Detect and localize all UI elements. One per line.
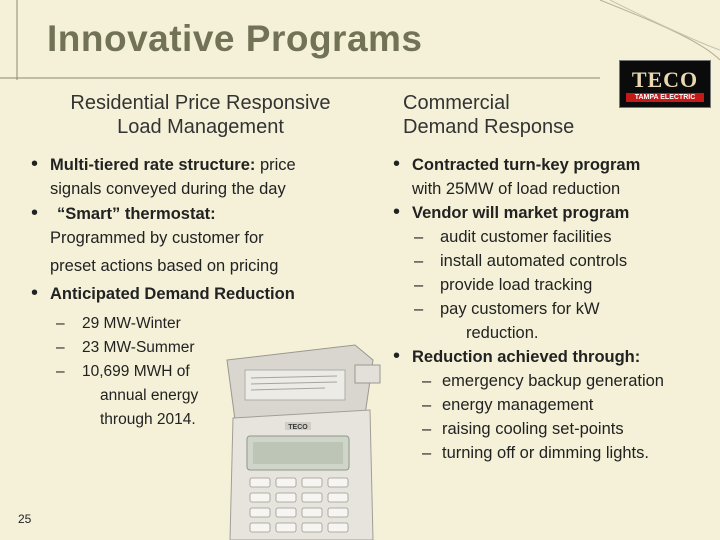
sub-item: – provide load tracking [434, 273, 718, 297]
sub-item-cont: annual energy [100, 387, 199, 404]
thermostat-image [205, 340, 390, 540]
device-brand: TECO [288, 424, 308, 431]
left-heading-line2: Load Management [117, 116, 284, 138]
bullet-bold: Multi-tiered rate structure: [50, 156, 256, 174]
bullet-text: with 25MW of load reduction [412, 180, 621, 198]
list-item [393, 153, 718, 201]
list-item [31, 153, 381, 201]
sub-item: – energy management [442, 393, 718, 417]
right-bullet-list [393, 153, 718, 465]
sub-item-cont: reduction. [466, 324, 539, 342]
sub-item: – raising cooling set-points [442, 417, 718, 441]
bullet-text: Programmed by customer for [50, 229, 264, 247]
bullet-bold: Vendor will market program [412, 204, 630, 222]
bullet-bold: “Smart” thermostat: [57, 205, 216, 223]
sub-item: – 29 MW-Winter [76, 312, 381, 336]
slide-title: Innovative Programs [47, 18, 423, 59]
right-heading-line1: Commercial [403, 92, 510, 114]
list-item [393, 345, 718, 465]
sub-item: – emergency backup generation [442, 369, 718, 393]
bullet-bold: Reduction achieved through: [412, 348, 641, 366]
sub-item: – install automated controls [434, 249, 718, 273]
bullet-text: preset actions based on pricing [50, 257, 279, 275]
right-column-heading [403, 91, 633, 139]
sub-item: – 23 MW-Summer [76, 336, 381, 360]
sub-item: – pay customers for kW [434, 297, 718, 321]
bullet-text: signals conveyed during the day [50, 180, 286, 198]
bullet-bold: Anticipated Demand Reduction [50, 285, 295, 303]
list-item [31, 202, 381, 278]
sub-item: – turning off or dimming lights. [442, 441, 718, 465]
sub-item-cont: through 2014. [100, 411, 196, 428]
logo-name: TECO [631, 67, 699, 92]
bullet-text: price [255, 156, 296, 174]
sub-item: – 10,699 MWH of [76, 360, 381, 384]
page-number: 25 [18, 512, 32, 526]
logo-tagline: TAMPA ELECTRIC [626, 93, 704, 102]
left-heading-line1: Residential Price Responsive [70, 92, 331, 114]
left-column-heading [28, 91, 373, 139]
sub-item: – audit customer facilities [434, 225, 718, 249]
bullet-bold: Contracted turn-key program [412, 156, 641, 174]
list-item [393, 201, 718, 345]
right-heading-line2: Demand Response [403, 116, 575, 138]
